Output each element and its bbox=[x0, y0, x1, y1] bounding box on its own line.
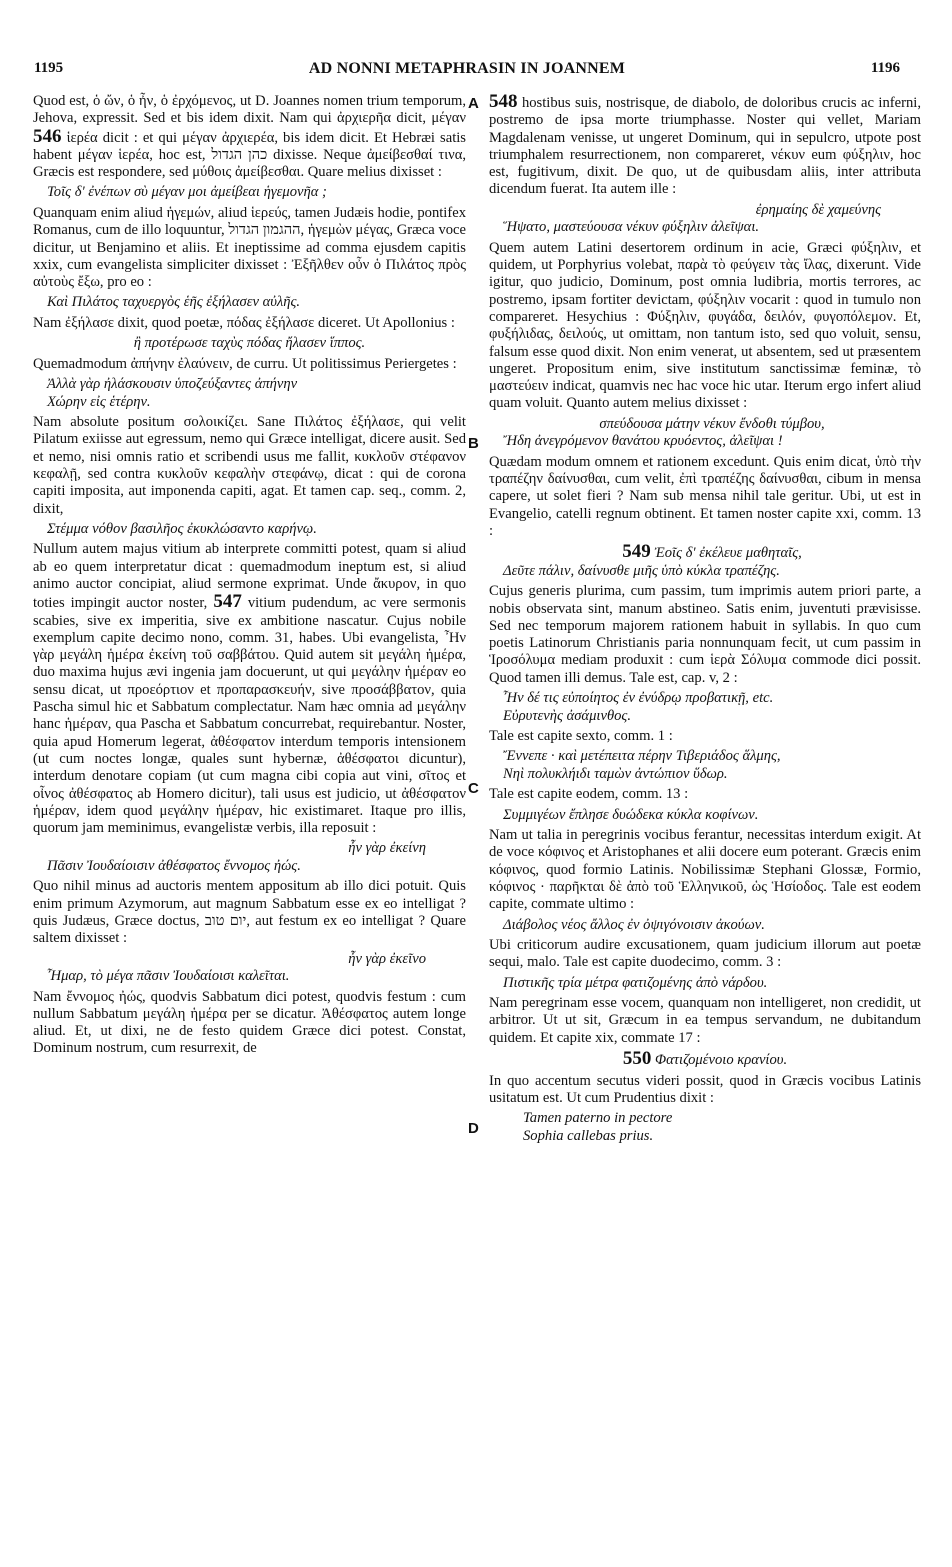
section-number: 549 bbox=[622, 541, 651, 563]
verse-quote: Πιστικῆς τρία μέτρα φατιζομένης ἀπὸ νάρδου. bbox=[503, 974, 768, 991]
paragraph: Quo nihil minus ad auctoris mentem appositum ab illo dici potuit. Quis enim primum Azymorum, aut magnum Sabbatum esse ex eo intelligat ? quis Judæus, Græce doctus, יום טוב, aut festum ex eo intelligat ? Quare saltem dixisset : bbox=[33, 878, 466, 947]
paragraph: Nam peregrinam esse vocem, quanquam non intelligeret, non credidit, ut arbitror. Ut ut sit, Græcum in ea tempus servandum, ne dubitandum quidem. Et capite xix, commate 17 : bbox=[489, 995, 921, 1046]
margin-mark-b: B bbox=[468, 435, 479, 452]
paragraph: Ubi criticorum audire excusationem, quam judicium illorum aut poetæ sequi, malo. Tale est capite duodecimo, comm. 3 : bbox=[489, 937, 921, 971]
verse-line: Ἔννεπε · καὶ μετέπειτα πέρην Τιβεριάδος ἅλμης, bbox=[503, 748, 781, 765]
verse-line: Πᾶσιν Ἰουδαίοισιν ἀθέσφατος ἔννομος ἠώς. bbox=[47, 857, 301, 874]
right-column bbox=[489, 93, 921, 1148]
page-number-right: 1196 bbox=[870, 60, 900, 76]
paragraph: Tale est capite sexto, comm. 1 : bbox=[489, 728, 673, 745]
section-number: 547 bbox=[213, 591, 242, 613]
paragraph: Cujus generis plurima, cum passim, tum imprimis autem priori parte, a nobis observata sint, manum abstineo. Satis enim, juventuti prævisisse. Sed nec temporum majorem rationem habuit in syllabis. In quo cum poetis Latinorum Christianis paria nonnunquam fecit, ut cum passim in Ἱροσόλυμα mediam produxit : cum ἱερὰ Σόλυμα commode dici possit. Quod tamen illi demus. Tale est, cap. v, 2 : bbox=[489, 583, 921, 686]
page-number-left: 1195 bbox=[34, 60, 64, 76]
section-number: 548 bbox=[489, 91, 518, 112]
verse-quote bbox=[503, 748, 921, 783]
running-header bbox=[34, 60, 900, 84]
running-title: AD NONNI METAPHRASIN IN JOANNEM bbox=[308, 60, 626, 77]
margin-mark-a: A bbox=[468, 95, 479, 112]
paragraph: Tale est capite eodem, comm. 13 : bbox=[489, 786, 689, 803]
verse-quote bbox=[47, 840, 466, 875]
paragraph: Quædam modum omnem et rationem excedunt. Quis enim dicat, ὑπὸ τὴν τραπέζην δαίνυσθαι, cum velit, ἐπὶ τραπέζης δαίνυσθαι, cibum in mensa capere, ut solet fieri ? Nam sub mensa nihil tale geritur. Ubi, ut est in Evangelio, catelli regnum obtinent. Et tamen noster capite xxi, comm. 13 : bbox=[489, 453, 921, 539]
paragraph: Quemadmodum ἀπήνην ἐλαύνειν, de curru. Ut politissimus Periergetes : bbox=[33, 355, 457, 372]
section-number: 546 bbox=[33, 125, 62, 147]
verse-line: ἦν γὰρ ἐκείνη bbox=[348, 840, 426, 857]
verse-quote: Καὶ Πιλάτος ταχυεργὸς ἑῆς ἐξήλασεν αὐλῆς. bbox=[47, 294, 301, 311]
verse-line: Εὐρυτενὴς ἀσάμινθος. bbox=[503, 707, 631, 724]
verse-quote bbox=[47, 376, 466, 411]
verse-line: ἦν γὰρ ἐκεῖνο bbox=[348, 950, 426, 967]
verse-quote: Τοῖς δ' ἐνέπων σὺ μέγαν μοι ἀμείβεαι ἡγεμονῆα ; bbox=[47, 184, 327, 201]
verse-quote bbox=[489, 1050, 921, 1070]
verse-line: Ἥψατο, μαστεύουσα νέκυν φύξηλιν ἀλεῖψαι. bbox=[503, 219, 760, 236]
verse-quote bbox=[523, 1110, 921, 1145]
verse-line: Ἤδη ἀνεγρόμενον θανάτου κρυόεντος, ἀλεῖψαι ! bbox=[503, 433, 783, 450]
paragraph: In quo accentum secutus videri possit, quod in Græcis vocibus Latinis usitatum est. Ut cum Prudentius dixit : bbox=[489, 1072, 921, 1106]
verse-line: Χώρην εἰς ἑτέρην. bbox=[47, 393, 151, 410]
paragraph: Nam ut talia in peregrinis vocibus ferantur, necessitas interdum exigit. At de voce κόφινος et Aristophanes et alii docere eum poterant. Græcis enim κόφινος, quod formio Latinis. Nobilissimæ Stephani Glossæ, Formio, κόφινος · παρῆκται δὲ ἀπὸ τοῦ Ἑλληνικοῦ, ὡς Ἡσίοδος. Tale est eodem capite, commate ultimo : bbox=[489, 827, 921, 913]
verse-line: Δεῦτε πάλιν, δαίνυσθε μιῆς ὑπὸ κύκλα τραπέζης. bbox=[503, 562, 780, 579]
verse-line: Φατιζομένοιο κρανίου. bbox=[655, 1052, 788, 1069]
verse-quote: ἢ προτέρωσε ταχὺς πόδας ἤλασεν ἵππος. bbox=[133, 335, 366, 352]
paragraph: Nam ἔννομος ἠώς, quodvis Sabbatum dici potest, quodvis festum : cum nullum Sabbatum μεγάλη ἡμέρα per se dicatur. Ἀθέσφατος autem longe aliud. Et, ut dixi, ne de festo quidem Græce dici potest. Constat, Dominum nostrum, cum resurrexit, de bbox=[33, 988, 466, 1057]
margin-mark-d: D bbox=[468, 1120, 479, 1137]
verse-line: Tamen paterno in pectore bbox=[523, 1110, 673, 1127]
paragraph: Quod est, ὁ ὤν, ὁ ἦν, ὁ ἐρχόμενος, ut D. Joannes nomen trium temporum, Jehova, expressit. Sed et bis idem dixit. Nam qui ἀρχιερῆα dicit, μέγαν 546 ἱερέα dicit : et qui μέγαν ἀρχιερέα, bis idem dicit. Et Hebræi satis habent μέγαν ἱερέα, hoc est, כהן הגדול dixisse. Neque ἀμείβεσθαί τινα, Græcis est respondere, sed μύθοις ἀμείβεσθαι. Quare melius dixisset : bbox=[33, 93, 467, 181]
verse-quote bbox=[47, 951, 466, 986]
verse-line: Sophia callebas prius. bbox=[523, 1127, 654, 1144]
verse-line: Ἐοῖς δ' ἐκέλευε μαθηταῖς, bbox=[654, 545, 802, 562]
paragraph: Quanquam enim aliud ἡγεμών, aliud ἱερεύς, tamen Judæis hodie, pontifex Romanus, cum de illo loquuntur, ההגמון הגדול, ἡγεμὼν μέγας, Græca voce dicitur, ut Benjamino et aliis. Et ineptissime ad comma ejusdem capitis xxix, cum evangelista simpliciter dixisset : Ἐξῆλθεν οὖν ὁ Πιλάτος πρὸς αὐτοὺς ἔξω, pro eo : bbox=[33, 204, 467, 291]
paragraph: Nullum autem majus vitium ab interprete committi potest, quam si aliud ab eo quem interpretatur dicat : quemadmodum ineptum est, si aliud animo auctor concipiat, aliud sermone exprimat. Unde ἄκυρον, in quo toties impingit auctor noster, 547 vitium pudendum, ac vere sermonis scabies, sive ex imperitia, sive ex ambitione nascatur. Cujus nobile exemplum capite decimo nono, comm. 31, habes. Ubi evangelista, Ἦν γὰρ μεγάλη ἡμέρα ἐκείνη τοῦ σαββάτου. Quid autem sit μεγάλη ἡμέρα, duo maxima hujus ævi ingenia jam docuerunt, ut qui μεγάλην ἡμέραν eo sensu dicat, ut προεόρτιον et προπαρασκευήν, sive προσάββατον, quia Pascha simul hic et Sabbatum complectatur. Nam hæc omnia ad μεγάλην hanc ἡμέραν, qua Pascha et Sabbatum concurrebat, requirebantur. Noster, quia apud Homerum legerat, ἀθέσφατον interdum temporis intensionem (ut cum noctes longæ, quales sunt hybernæ, ἀθέσφατοι dicuntur), interdum denotare copiam (ut cum magna cibi copia aut vini, σῖτος et οἶνος ἀθέσφατος ab Homero dicitur), tali usus est judicio, ut ἀθέσφατον ἡμέραν, idem quod μεγάλην ἡμέραν, hic existimaret. Itaque pro illis, quorum jam meminimus, evangelistæ verbis, illa reposuit : bbox=[33, 541, 466, 837]
verse-line: Νηὶ πολυκλήιδι ταμὼν ἀντώπιον ὕδωρ. bbox=[503, 765, 728, 782]
paragraph: 548 hostibus suis, nostrisque, de diabolo, de doloribus crucis ac inferni, postremo de ipsa morte triumphasse. Noster qui vellet, Mariam Magdalenam venisse, ut ungeret Dominum, qui in sepulcro, utpote post triumphalem resurrectionem, non compareret, νέκυν eum φύξηλιν, hoc est, fugitivum, dixit. De quo, ut de quibusdam aliis, inter attributa dicendum fuerat. Ita autem ille : bbox=[489, 91, 921, 198]
verse-quote bbox=[503, 543, 921, 580]
verse-quote bbox=[503, 690, 921, 725]
left-column bbox=[33, 93, 466, 1059]
verse-quote: Συμμιγέων ἔπλησε δυώδεκα κύκλα κοφίνων. bbox=[503, 806, 759, 823]
verse-line: Ἀλλὰ γὰρ ἠλάσκουσιν ὑποζεύξαντες ἀπήνην bbox=[47, 376, 298, 393]
verse-quote: Στέμμα νόθον βασιλῆος ἐκυκλώσαντο καρήνῳ. bbox=[47, 520, 317, 537]
verse-line: ἐρημαίης δὲ χαμεύνης bbox=[755, 201, 881, 218]
paragraph: Quem autem Latini desertorem ordinum in acie, Græci φύξηλιν, et quidem, ut Porphyrius volebat, παρὰ τὸ φεύγειν τὰς ἴλας, dixerunt. Vide igitur, quo judicio, Dominum, post omnia ludibria, mortis terrores, ac postremo, ipsam fortiter devictam, φύξηλιν vocarit : quod in tumulo non compareret. Hesychius : Φύξηλιν, φυγάδα, δειλόν, φυγοπόλεμον. Et, φυξήλιδας, δειλούς, ut omittam, non tantum isto, sed quo voluit, sensu, falsum esse quod dixit. Non enim venerat, ut absentem, sed ut præsentem ungeret. Propositum enim, sive institutum sanctissimæ feminæ, τὸ μαστεύειν indicat, quamvis nec hac voce hic utar. Iterum ergo infert aliud quam voluit. Quanto autem melius dixisset : bbox=[489, 239, 921, 412]
paragraph: Nam ἐξήλασε dixit, quod poetæ, πόδας ἐξήλασε diceret. Ut Apollonius : bbox=[33, 314, 455, 331]
paragraph: Nam absolute positum σολοικίζει. Sane Πιλάτος ἐξήλασε, qui velit Pilatum exiisse aut egressum, nemo qui Græce intelligat, dicere ausit. Sed et nemo, nisi omnis ratio et scribendi usus me fallit, κυκλοῦν στέφανον κεφαλῇ, sed contra κυκλοῦν κεφαλὴν στεφάνῳ, dicat : qui de corona capiti imposita, aut imponenda capiti, agat. Et tamen cap. seq., comm. 2, dixit, bbox=[33, 414, 466, 517]
verse-line: Ἦμαρ, τὸ μέγα πᾶσιν Ἰουδαίοισι καλεῖται. bbox=[47, 968, 290, 985]
verse-line: Ἦν δέ τις εὐποίητος ἐν ἐνύδρῳ προβατικῇ, etc. bbox=[503, 690, 774, 707]
margin-mark-c: C bbox=[468, 780, 479, 797]
verse-line: σπεύδουσα μάτην νέκυν ἔνδοθι τύμβου, bbox=[599, 415, 825, 432]
verse-quote bbox=[503, 202, 921, 237]
verse-quote bbox=[503, 416, 921, 451]
verse-quote: Διάβολος νέος ἄλλος ἐν ὀψιγόνοισιν ἀκούων. bbox=[503, 916, 765, 933]
section-number: 550 bbox=[622, 1048, 652, 1070]
